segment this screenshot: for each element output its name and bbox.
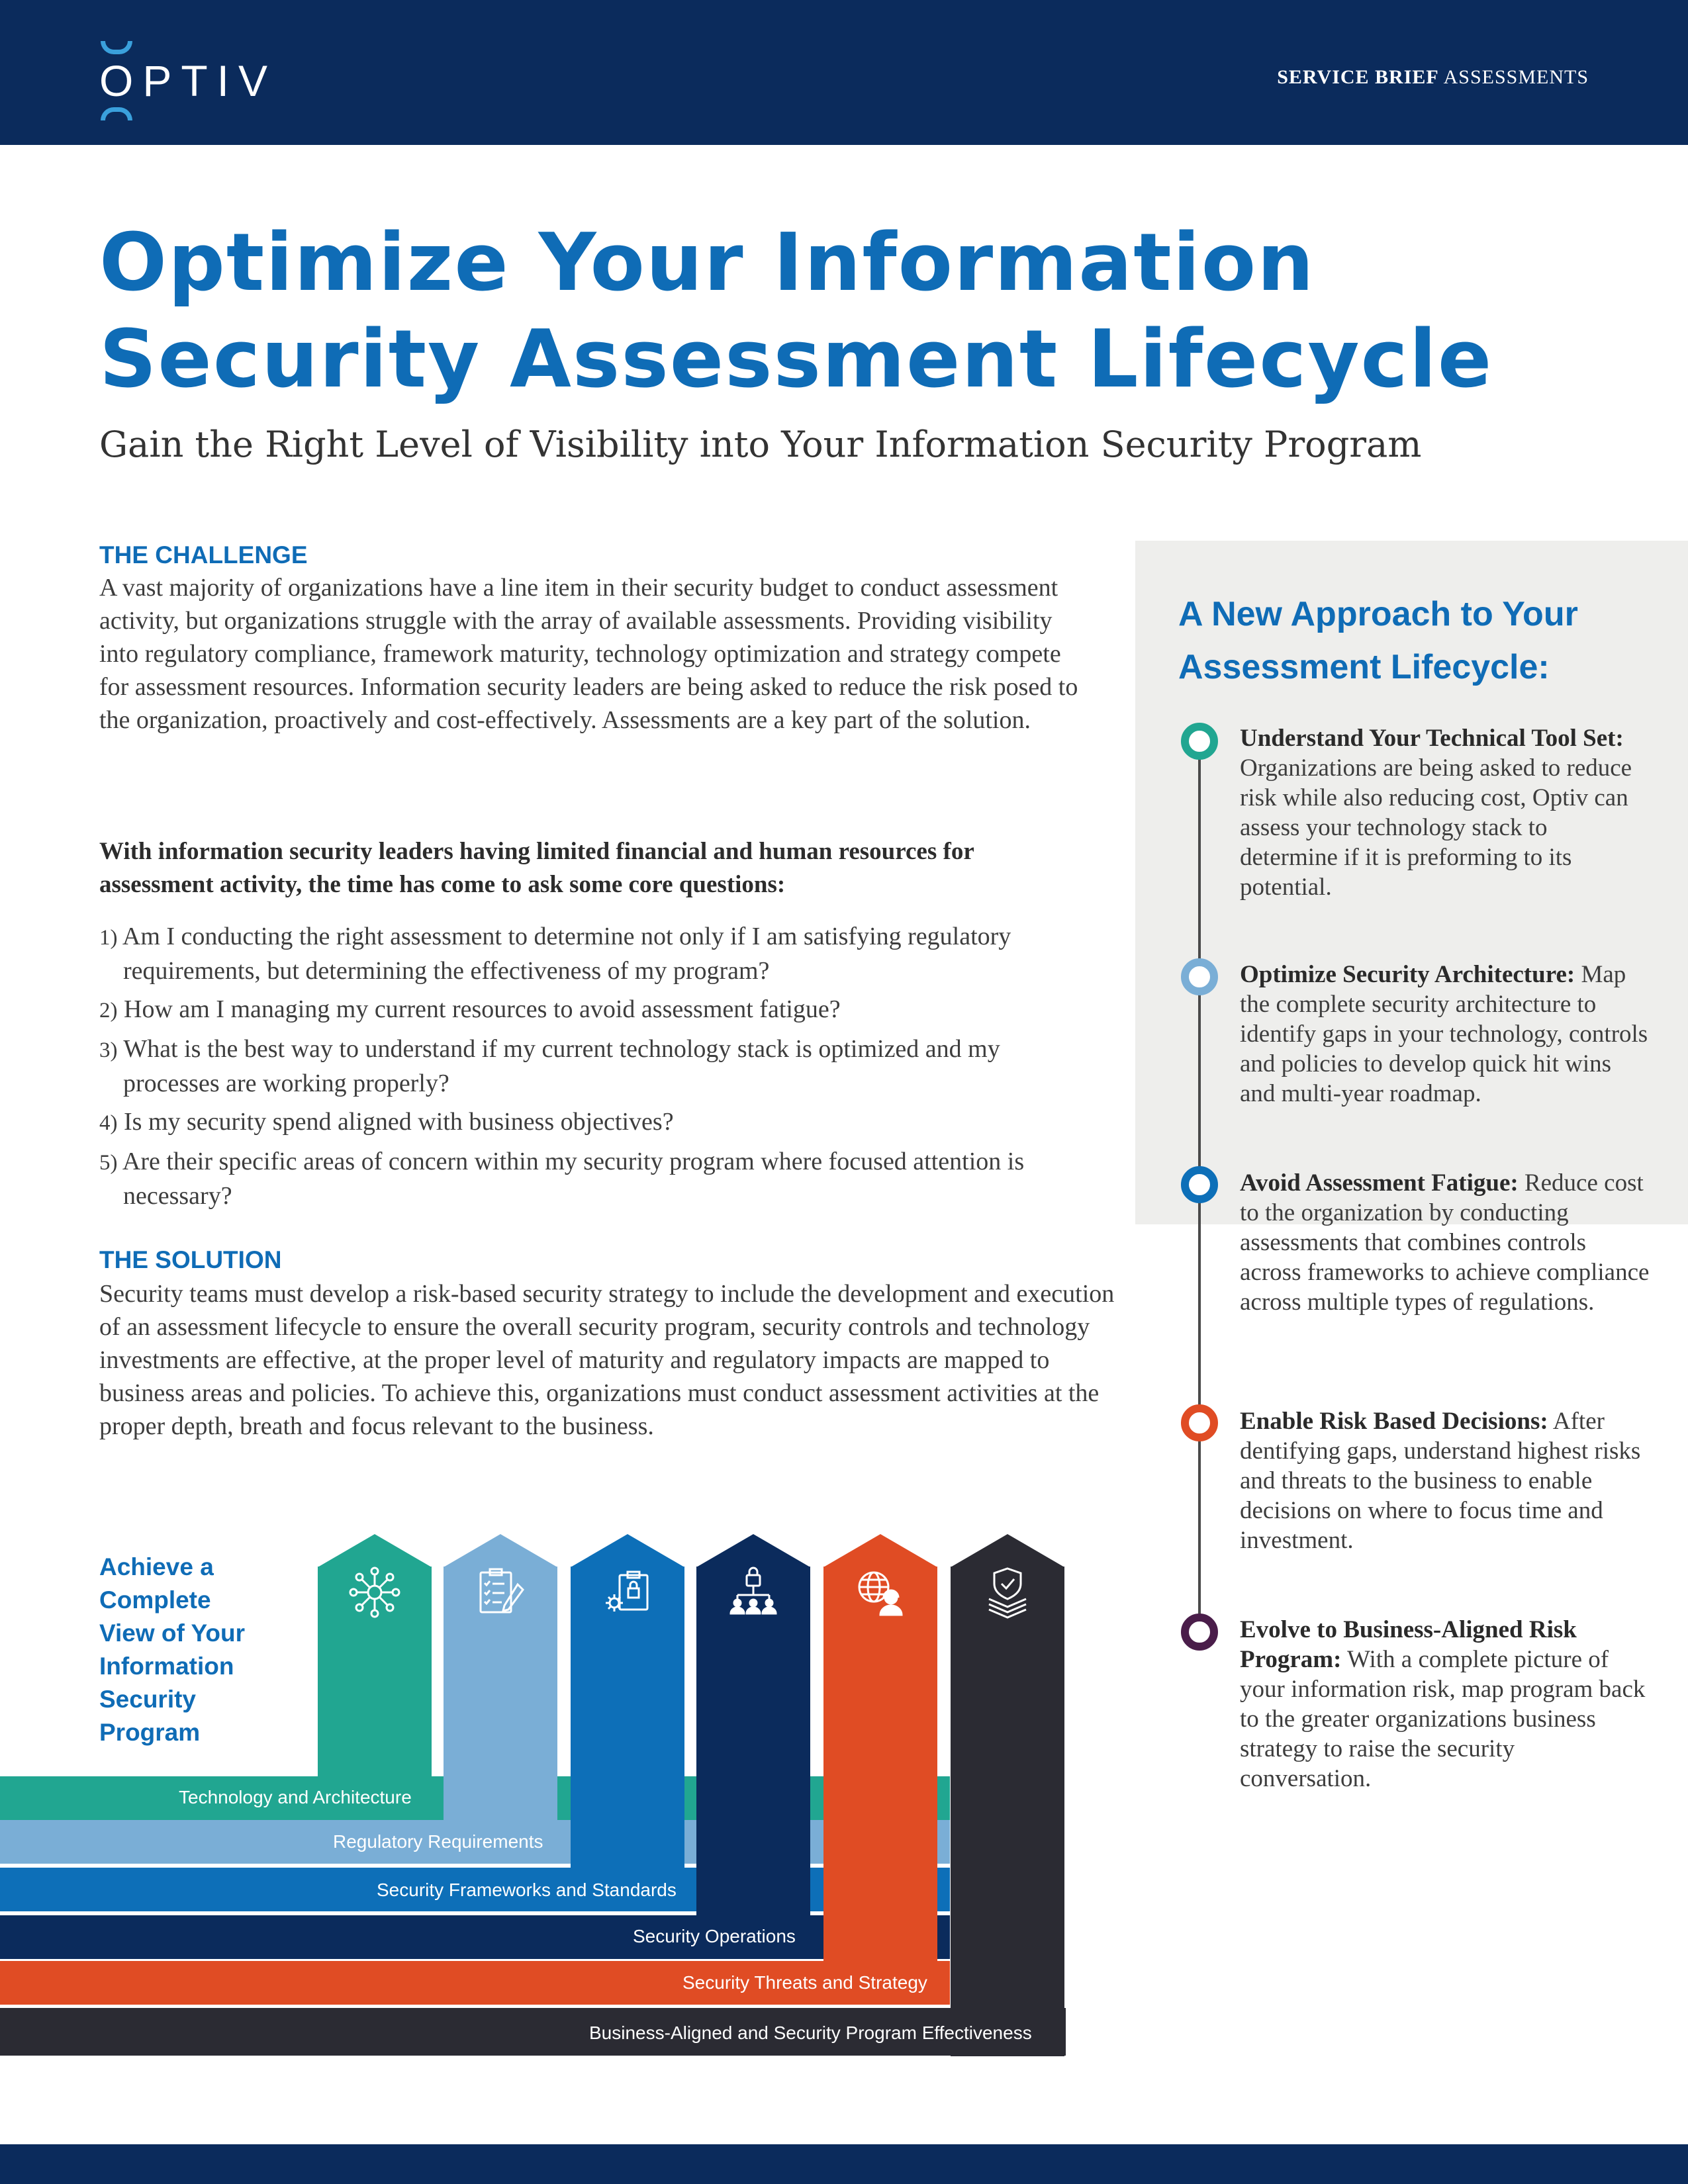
question-number: 2) xyxy=(99,999,118,1023)
timeline-dot-icon xyxy=(1181,723,1218,760)
band-label-security-frameworks: Security Frameworks and Standards xyxy=(377,1880,677,1900)
timeline-item-text: Reduce cost to the organization by conducting assessments that combines controls across frameworks to achieve compliance across multiple types of regulations. xyxy=(1240,1169,1650,1316)
pillar-threats-arrow xyxy=(823,1534,937,1567)
timeline-item-risk-decisions xyxy=(1240,1406,1650,1555)
timeline-item-heading: Evolve to Business-Aligned Risk Program: xyxy=(1240,1616,1577,1673)
checklist-pen-icon xyxy=(474,1566,527,1619)
infographic-title-line: Security xyxy=(99,1686,197,1713)
timeline-item-heading: Avoid Assessment Fatigue: xyxy=(1240,1169,1519,1197)
pillar-frameworks-arrow xyxy=(571,1534,684,1567)
question-number: 3) xyxy=(99,1038,118,1062)
document-type-label xyxy=(1277,66,1589,89)
challenge-body: A vast majority of organizations have a line item in their security budget to conduct assessment activity, but organizations struggle with the array of available assessments. Providing visibility into regulatory compliance, framework maturity, technology optimization and strategy compete for assessment resources. Information security leaders are being asked to reduce the risk posed to the organization, proactively and cost-effectively. Assessments are a key part of the solution. xyxy=(99,574,1078,734)
timeline-item-architecture xyxy=(1240,960,1650,1109)
pillar-business-body xyxy=(951,1567,1064,2056)
page-subtitle: Gain the Right Level of Visibility into Your Information Security Program xyxy=(99,424,1422,465)
timeline-item-text: Organizations are being asked to reduce risk while also reducing cost, Optiv can assess your technology stack to determine if it is preforming to its potential. xyxy=(1240,754,1632,901)
pillar-regulatory-arrow xyxy=(444,1534,557,1567)
network-nodes-icon xyxy=(348,1566,401,1619)
question-item xyxy=(99,920,1092,987)
band-label-technology-architecture: Technology and Architecture xyxy=(179,1787,412,1807)
question-text: Are their specific areas of concern within my security program where focused attention is necessary? xyxy=(122,1148,1025,1210)
pillar-threats-body xyxy=(823,1567,937,1995)
questions-list xyxy=(99,920,1092,1218)
page-title xyxy=(99,215,1556,408)
header-bar xyxy=(0,0,1688,145)
timeline-dot-icon xyxy=(1181,1404,1218,1441)
question-item xyxy=(99,1105,1092,1140)
shield-layers-icon xyxy=(981,1566,1034,1619)
page-title-line-1: Optimize Your Information xyxy=(99,217,1315,309)
logo-wordmark: OPTIV xyxy=(99,56,277,105)
band-label-security-operations: Security Operations xyxy=(633,1926,796,1946)
pillar-business-arrow xyxy=(951,1534,1064,1567)
globe-headset-icon xyxy=(854,1566,907,1619)
timeline-item-heading: Optimize Security Architecture: xyxy=(1240,961,1575,988)
band-label-regulatory-requirements: Regulatory Requirements xyxy=(333,1831,543,1852)
gear-clipboard-icon xyxy=(601,1566,654,1619)
question-item xyxy=(99,1032,1092,1100)
infographic-title-line: Information xyxy=(99,1653,234,1680)
timeline-item-tool-set xyxy=(1240,723,1650,902)
optiv-logo xyxy=(99,41,277,120)
logo-arc-bottom-icon xyxy=(101,107,132,120)
footer-bar xyxy=(0,2144,1688,2184)
band-label-business-aligned: Business-Aligned and Security Program Effectiveness xyxy=(589,2023,1032,2043)
question-number: 4) xyxy=(99,1111,118,1135)
questions-intro: With information security leaders having limited financial and human resources for assessment activity, the time has come to ask some core questions: xyxy=(99,838,974,898)
timeline-item-business-aligned xyxy=(1240,1615,1650,1794)
logo-arc-top-icon xyxy=(101,41,132,54)
solution-body: Security teams must develop a risk-based security strategy to include the development and execution of an assessment lifecycle to ensure the overall security program, security controls and technology investments are effective, at the proper level of maturity and regulatory impacts are mapped to business areas and policies. To achieve this, organizations must conduct assessment activities at the proper depth, breath and focus relevant to the business. xyxy=(99,1280,1115,1440)
pillar-operations-arrow xyxy=(696,1534,810,1567)
document-type-rest: ASSESSMENTS xyxy=(1443,66,1589,88)
question-text: What is the best way to understand if my current technology stack is optimized and my processes are working properly? xyxy=(123,1035,1000,1097)
challenge-heading: THE CHALLENGE xyxy=(99,541,308,569)
timeline-dot-icon xyxy=(1181,958,1218,995)
page-title-line-2: Security Assessment Lifecycle xyxy=(99,314,1493,406)
question-text: How am I managing my current resources to avoid assessment fatigue? xyxy=(124,995,841,1023)
document-type-bold: SERVICE BRIEF xyxy=(1277,66,1439,88)
infographic-title-line: Program xyxy=(99,1719,201,1746)
timeline-item-text: With a complete picture of your information risk, map program back to the greater organizations business strategy to raise the security conversation. xyxy=(1240,1646,1646,1792)
question-text: Is my security spend aligned with business objectives? xyxy=(124,1108,674,1136)
approach-panel-title: A New Approach to Your Assessment Lifecycle: xyxy=(1178,595,1578,686)
pillar-operations-body xyxy=(696,1567,810,1947)
question-item xyxy=(99,1145,1092,1212)
band-label-security-threats: Security Threats and Strategy xyxy=(682,1972,927,1993)
infographic-title-line: Complete xyxy=(99,1586,211,1614)
timeline-item-fatigue xyxy=(1240,1168,1650,1317)
timeline-item-heading: Understand Your Technical Tool Set: xyxy=(1240,725,1624,752)
question-number: 1) xyxy=(99,926,118,950)
infographic-title xyxy=(99,1551,271,1749)
timeline-item-heading: Enable Risk Based Decisions: xyxy=(1240,1408,1548,1435)
question-text: Am I conducting the right assessment to determine not only if I am satisfying regulatory requirements, but determining the effectiveness of my program? xyxy=(122,923,1011,985)
timeline-item-text: After dentifying gaps, understand highest risks and threats to the business to enable decisions on where to focus time and investment. xyxy=(1240,1408,1641,1554)
solution-heading: THE SOLUTION xyxy=(99,1246,282,1273)
timeline-dot-icon xyxy=(1181,1614,1218,1651)
timeline-dot-icon xyxy=(1181,1166,1218,1203)
timeline-item-text: Map the complete security architecture to identify gaps in your technology, controls and policies to develop quick hit wins and multi-year roadmap. xyxy=(1240,961,1648,1107)
question-item xyxy=(99,993,1092,1027)
lock-people-icon xyxy=(727,1566,780,1619)
infographic-title-line: View of Your xyxy=(99,1619,245,1647)
question-number: 5) xyxy=(99,1151,118,1175)
infographic-title-line: Achieve a xyxy=(99,1553,214,1580)
pillar-technology-arrow xyxy=(318,1534,432,1567)
